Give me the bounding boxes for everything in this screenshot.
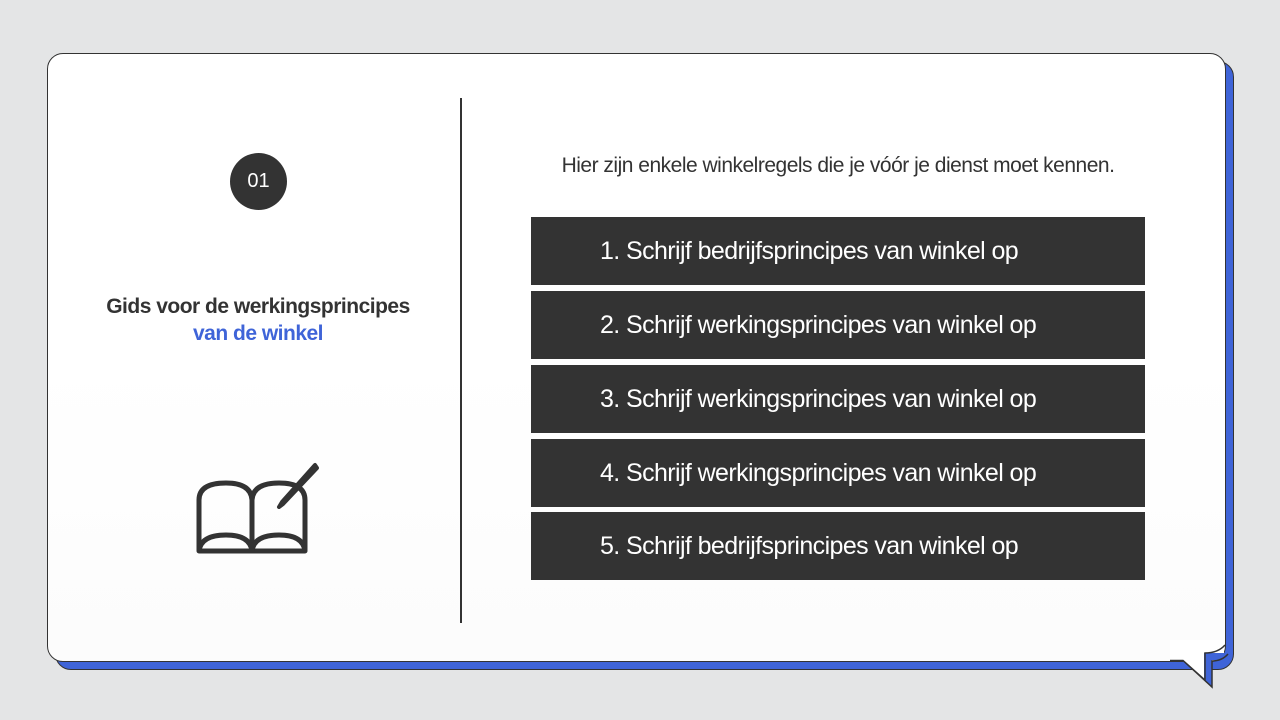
rule-item: 3. Schrijf werkingsprincipes van winkel op: [531, 365, 1145, 433]
speech-bubble-tail: [1170, 640, 1240, 692]
title-line-2: van de winkel: [192, 322, 324, 345]
rule-item: 1. Schrijf bedrijfsprincipes van winkel op: [531, 217, 1145, 285]
intro-text: Hier zijn enkele winkelregels die je vóór je dienst moet kennen.: [561, 154, 1115, 177]
rule-item: 2. Schrijf werkingsprincipes van winkel op: [531, 291, 1145, 359]
open-book-pen-icon: [190, 455, 325, 560]
title-line-1: Gids voor de werkingsprincipes: [106, 295, 410, 318]
vertical-divider: [460, 98, 462, 623]
rule-item: 4. Schrijf werkingsprincipes van winkel op: [531, 439, 1145, 507]
section-number-badge: 01: [230, 153, 287, 210]
rule-item: 5. Schrijf bedrijfsprincipes van winkel op: [531, 512, 1145, 580]
section-title: [60, 293, 456, 347]
